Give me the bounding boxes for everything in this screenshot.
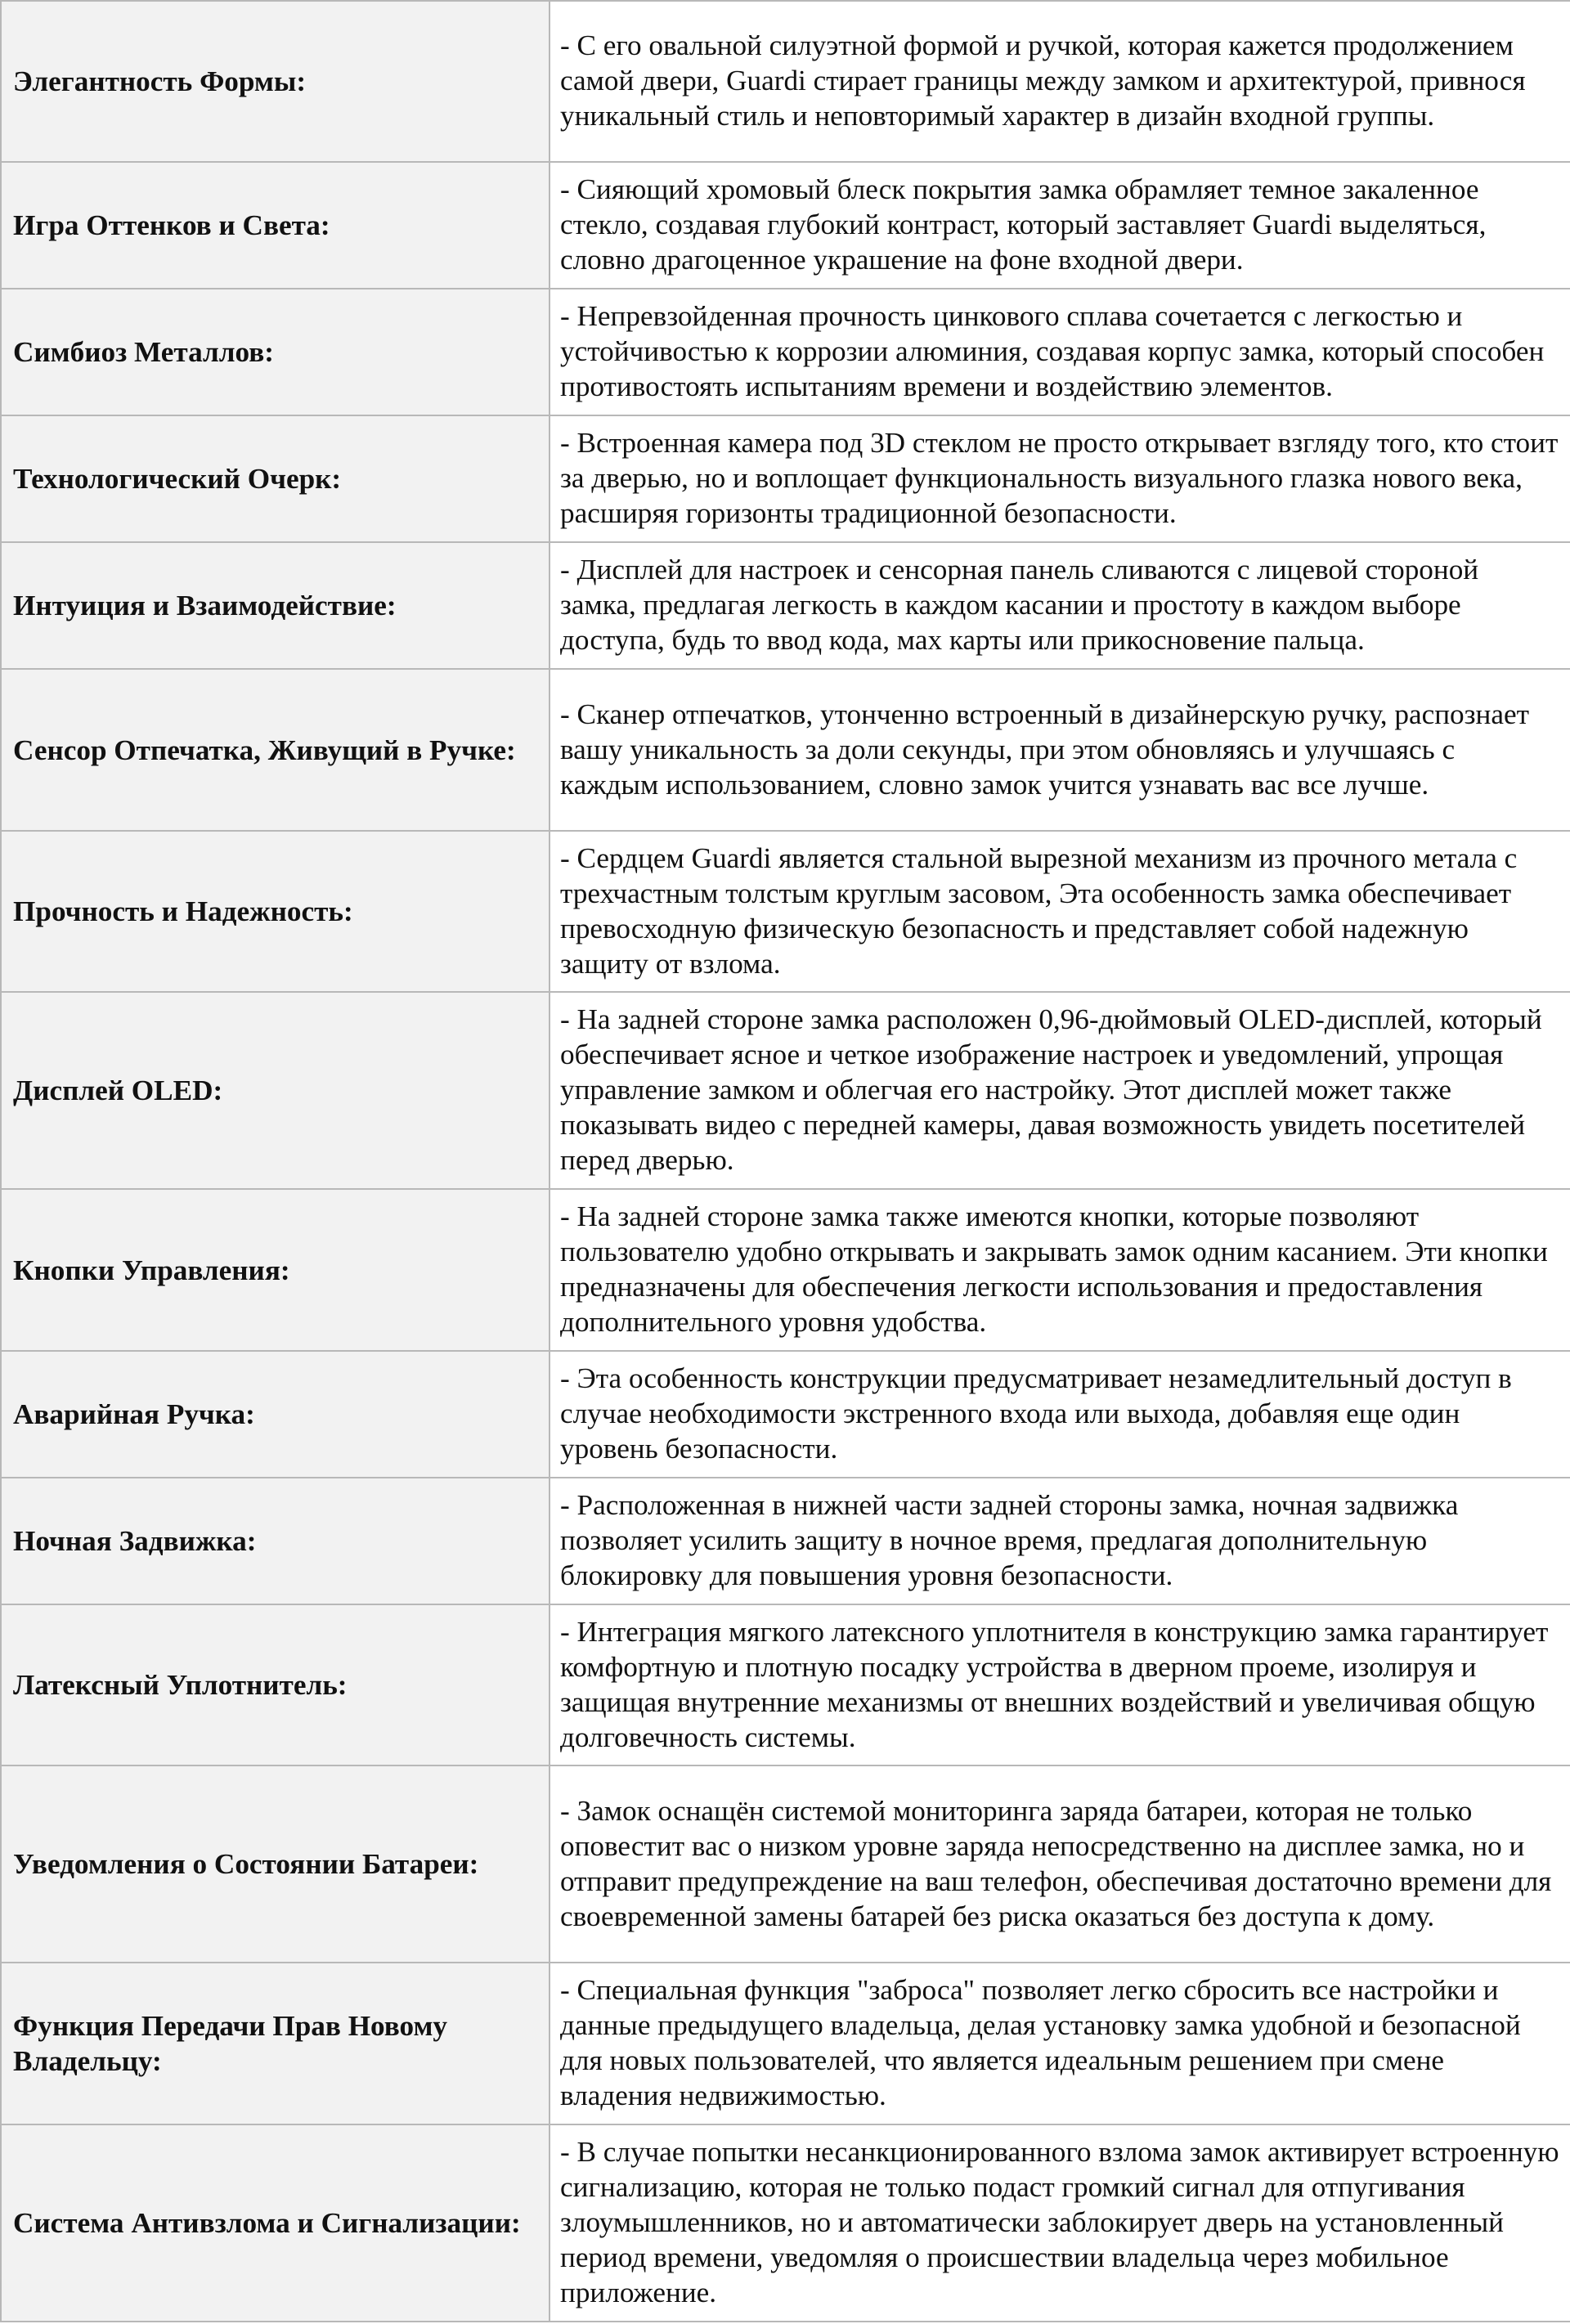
table-row — [1, 162, 1570, 289]
feature-description: - В случае попытки несанкционированного взлома замок активирует встроенную сигнализацию, которая не только подаст громкий сигнал для отпугивания злоумышленников, но и автоматически заблокирует дверь на установленный период времени, уведомляя о происшествии владельца через мобильное приложение. — [550, 2124, 1570, 2322]
feature-description: - С его овальной силуэтной формой и ручкой, которая кажется продолжением самой двери, Guardi стирает границы между замком и архитектурой, привнося уникальный стиль и неповторимый характер в дизайн входной группы. — [550, 1, 1570, 162]
feature-name: Кнопки Управления: — [1, 1189, 550, 1351]
table-row — [1, 1604, 1570, 1765]
table-row — [1, 1351, 1570, 1478]
feature-name: Уведомления о Состоянии Батареи: — [1, 1765, 550, 1963]
feature-name: Сенсор Отпечатка, Живущий в Ручке: — [1, 669, 550, 831]
feature-name: Ночная Задвижка: — [1, 1478, 550, 1604]
feature-name: Система Антивзлома и Сигнализации: — [1, 2124, 550, 2322]
table-row — [1, 2124, 1570, 2322]
table-row — [1, 1765, 1570, 1963]
features-table-body — [1, 1, 1570, 2322]
feature-name: Аварийная Ручка: — [1, 1351, 550, 1478]
table-row — [1, 1478, 1570, 1604]
table-row — [1, 1963, 1570, 2124]
table-row — [1, 831, 1570, 992]
feature-description: - Замок оснащён системой мониторинга заряда батареи, которая не только оповестит вас о низком уровне заряда непосредственно на дисплее замка, но и отправит предупреждение на ваш телефон, обеспечивая достаточно времени для своевременной замены батарей без риска оказаться без доступа к дому. — [550, 1765, 1570, 1963]
table-row — [1, 415, 1570, 542]
feature-description: - Сканер отпечатков, утонченно встроенный в дизайнерскую ручку, распознает вашу уникальность за доли секунды, при этом обновляясь и улучшаясь с каждым использованием, словно замок учится узнавать вас все лучше. — [550, 669, 1570, 831]
feature-name: Элегантность Формы: — [1, 1, 550, 162]
feature-name: Функция Передачи Прав Новому Владельцу: — [1, 1963, 550, 2124]
feature-name: Прочность и Надежность: — [1, 831, 550, 992]
feature-description: - Непревзойденная прочность цинкового сплава сочетается с легкостью и устойчивостью к коррозии алюминия, создавая корпус замка, который способен противостоять испытаниям времени и воздействию элементов. — [550, 289, 1570, 415]
feature-name: Симбиоз Металлов: — [1, 289, 550, 415]
feature-name: Игра Оттенков и Света: — [1, 162, 550, 289]
feature-description: - На задней стороне замка также имеются кнопки, которые позволяют пользователю удобно открывать и закрывать замок одним касанием. Эти кнопки предназначены для обеспечения легкости использования и предоставления дополнительного уровня удобства. — [550, 1189, 1570, 1351]
feature-description: - Сияющий хромовый блеск покрытия замка обрамляет темное закаленное стекло, создавая глубокий контраст, который заставляет Guardi выделяться, словно драгоценное украшение на фоне входной двери. — [550, 162, 1570, 289]
table-row — [1, 289, 1570, 415]
table-row — [1, 1, 1570, 162]
feature-description: - На задней стороне замка расположен 0,96-дюймовый OLED-дисплей, который обеспечивает ясное и четкое изображение настроек и уведомлений, упрощая управление замком и облегчая его настройку. Этот дисплей может также показывать видео с передней камеры, давая возможность увидеть посетителей перед дверью. — [550, 992, 1570, 1189]
feature-description: - Эта особенность конструкции предусматривает незамедлительный доступ в случае необходимости экстренного входа или выхода, добавляя еще один уровень безопасности. — [550, 1351, 1570, 1478]
table-row — [1, 1189, 1570, 1351]
feature-name: Дисплей OLED: — [1, 992, 550, 1189]
table-row — [1, 992, 1570, 1189]
feature-description: - Дисплей для настроек и сенсорная панель сливаются с лицевой стороной замка, предлагая легкость в каждом касании и простоту в каждом выборе доступа, будь то ввод кода, мах карты или прикосновение пальца. — [550, 542, 1570, 669]
feature-description: - Сердцем Guardi является стальной вырезной механизм из прочного метала с трехчастным толстым круглым засовом, Эта особенность замка обеспечивает превосходную физическую безопасность и представляет собой надежную защиту от взлома. — [550, 831, 1570, 992]
feature-description: - Интеграция мягкого латексного уплотнителя в конструкцию замка гарантирует комфортную и плотную посадку устройства в дверном проеме, изолируя и защищая внутренние механизмы от внешних воздействий и увеличивая общую долговечность системы. — [550, 1604, 1570, 1765]
feature-description: - Встроенная камера под 3D стеклом не просто открывает взгляду того, кто стоит за дверью, но и воплощает функциональность визуального глазка нового века, расширяя горизонты традиционной безопасности. — [550, 415, 1570, 542]
feature-name: Интуиция и Взаимодействие: — [1, 542, 550, 669]
feature-description: - Специальная функция "заброса" позволяет легко сбросить все настройки и данные предыдущего владельца, делая установку замка удобной и безопасной для новых пользователей, что является идеальным решением при смене владения недвижимостью. — [550, 1963, 1570, 2124]
feature-name: Латексный Уплотнитель: — [1, 1604, 550, 1765]
feature-description: - Расположенная в нижней части задней стороны замка, ночная задвижка позволяет усилить защиту в ночное время, предлагая дополнительную блокировку для повышения уровня безопасности. — [550, 1478, 1570, 1604]
table-row — [1, 542, 1570, 669]
feature-name: Технологический Очерк: — [1, 415, 550, 542]
table-row — [1, 669, 1570, 831]
